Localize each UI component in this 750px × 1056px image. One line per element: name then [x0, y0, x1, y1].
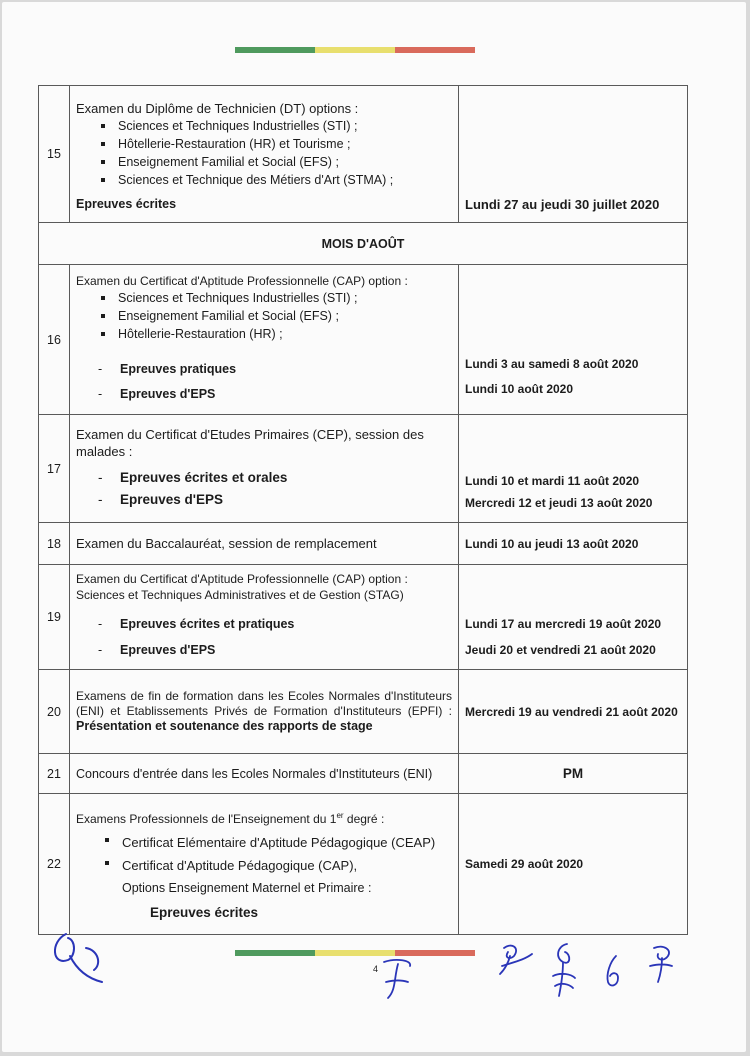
table-row: [39, 86, 688, 223]
signature-initials-3: [490, 940, 536, 980]
exam-title-bold: Présentation et soutenance des rapports de stage: [76, 719, 373, 733]
section-row: [39, 223, 688, 265]
table-row: [39, 794, 688, 935]
flag-yellow: [315, 47, 395, 53]
flag-red: [395, 47, 475, 53]
exam-date: Lundi 3 au samedi 8 août 2020: [465, 357, 639, 371]
exam-description: [70, 794, 459, 935]
exam-date: Mercredi 12 et jeudi 13 août 2020: [465, 496, 653, 510]
row-number: 22: [39, 794, 70, 935]
exam-date: Lundi 17 au mercredi 19 août 2020: [465, 617, 662, 631]
flag-stripe-top: [235, 47, 475, 53]
options-list: [76, 831, 452, 877]
exam-title-sup: er: [336, 811, 344, 820]
signature-initials-2: [374, 952, 424, 1002]
signature-initials-6: [642, 942, 678, 986]
list-item: Enseignement Familial et Social (EFS) ;: [98, 153, 452, 171]
table-row: [39, 523, 688, 565]
list-item: - Epreuves écrites et orales: [98, 467, 452, 489]
exam-title: Concours d'entrée dans les Ecoles Normales d'Instituteurs (ENI): [70, 754, 459, 794]
exam-title: [76, 808, 452, 827]
exam-description: [70, 415, 459, 523]
exam-title: [76, 689, 452, 734]
exam-title: Examen du Certificat d'Etudes Primaires (CEP), session des malades :: [76, 427, 424, 459]
exam-title-text: Examens Professionnels de l'Enseignement du 1: [76, 812, 337, 826]
table-row: [39, 565, 688, 670]
flag-green: [235, 47, 315, 53]
epreuves-list: [76, 357, 452, 407]
epreuves-list: [76, 467, 452, 511]
list-item: Hôtellerie-Restauration (HR) et Tourisme ;: [98, 135, 452, 153]
exam-description: [70, 265, 459, 415]
exam-title: Examen du Baccalauréat, session de remplacement: [70, 523, 459, 565]
signature-initials-5: [600, 952, 626, 992]
row-number: 21: [39, 754, 70, 794]
exam-dates: [459, 265, 688, 415]
table-row: [39, 670, 688, 754]
list-item: Certificat d'Aptitude Pédagogique (CAP),: [102, 854, 452, 877]
row-number: 18: [39, 523, 70, 565]
table-row: [39, 265, 688, 415]
exam-description: [70, 86, 459, 223]
exam-date: Lundi 10 août 2020: [465, 382, 574, 396]
list-item: Certificat Elémentaire d'Aptitude Pédagogique (CEAP): [102, 831, 452, 854]
list-item: - Epreuves d'EPS: [98, 382, 452, 407]
row-number: 15: [39, 86, 70, 223]
options-line: Options Enseignement Maternel et Primaire :: [122, 881, 372, 895]
list-item: - Epreuves d'EPS: [98, 637, 452, 663]
list-item: - Epreuves écrites et pratiques: [98, 611, 452, 637]
row-number: 16: [39, 265, 70, 415]
section-title-august: MOIS D'AOÛT: [39, 223, 688, 265]
document-page: [2, 2, 746, 1052]
table-row: [39, 415, 688, 523]
page-number: 4: [373, 964, 379, 974]
exam-dates: [459, 415, 688, 523]
exam-dates: [459, 565, 688, 670]
epreuves-list: [76, 611, 452, 663]
options-list: [76, 117, 452, 189]
exam-title-text: Examens de fin de formation dans les Ecoles Normales d'Instituteurs (ENI) et Etablissements Privés de Formation d'Instituteurs (EPFI) :: [76, 689, 452, 718]
exam-date: Lundi 10 au jeudi 13 août 2020: [459, 523, 688, 565]
exam-date: Jeudi 20 et vendredi 21 août 2020: [465, 643, 656, 657]
exam-description: [70, 670, 459, 754]
table-row: [39, 754, 688, 794]
row-number: 20: [39, 670, 70, 754]
row-number: 17: [39, 415, 70, 523]
exam-title: Examen du Certificat d'Aptitude Professionnelle (CAP) option :: [76, 273, 408, 288]
list-item: Enseignement Familial et Social (EFS) ;: [98, 307, 452, 325]
row-number: 19: [39, 565, 70, 670]
exam-title: Examen du Diplôme de Technicien (DT) options :: [76, 101, 359, 116]
list-item: Hôtellerie-Restauration (HR) ;: [98, 325, 452, 343]
exam-date: Lundi 10 et mardi 11 août 2020: [465, 474, 640, 488]
list-item: Sciences et Techniques Industrielles (STI) ;: [98, 289, 452, 307]
list-item: Sciences et Technique des Métiers d'Art (STMA) ;: [98, 171, 452, 189]
options-list: [76, 289, 452, 343]
exam-date: Lundi 27 au jeudi 30 juillet 2020: [459, 86, 688, 223]
list-item: Sciences et Techniques Industrielles (STI) ;: [98, 117, 452, 135]
epreuve-label: Epreuves écrites: [150, 905, 259, 920]
exam-date: Mercredi 19 au vendredi 21 août 2020: [459, 670, 688, 754]
exam-title: Examen du Certificat d'Aptitude Professionnelle (CAP) option : Sciences et Techniques Administratives et de Gestion (STAG): [76, 572, 408, 602]
exam-date: Samedi 29 août 2020: [459, 794, 688, 935]
list-item: - Epreuves d'EPS: [98, 489, 452, 511]
exam-description: [70, 565, 459, 670]
exam-schedule-table: [38, 85, 688, 935]
signature-initials-1: [46, 920, 116, 990]
exam-date: PM: [459, 754, 688, 794]
list-item: - Epreuves pratiques: [98, 357, 452, 382]
flag-green: [235, 950, 315, 956]
exam-title-end: degré :: [343, 812, 385, 826]
epreuve-label: Epreuves écrites: [76, 197, 177, 211]
flag-stripe-bottom: [235, 950, 475, 956]
signature-initials-4: [547, 940, 581, 1000]
